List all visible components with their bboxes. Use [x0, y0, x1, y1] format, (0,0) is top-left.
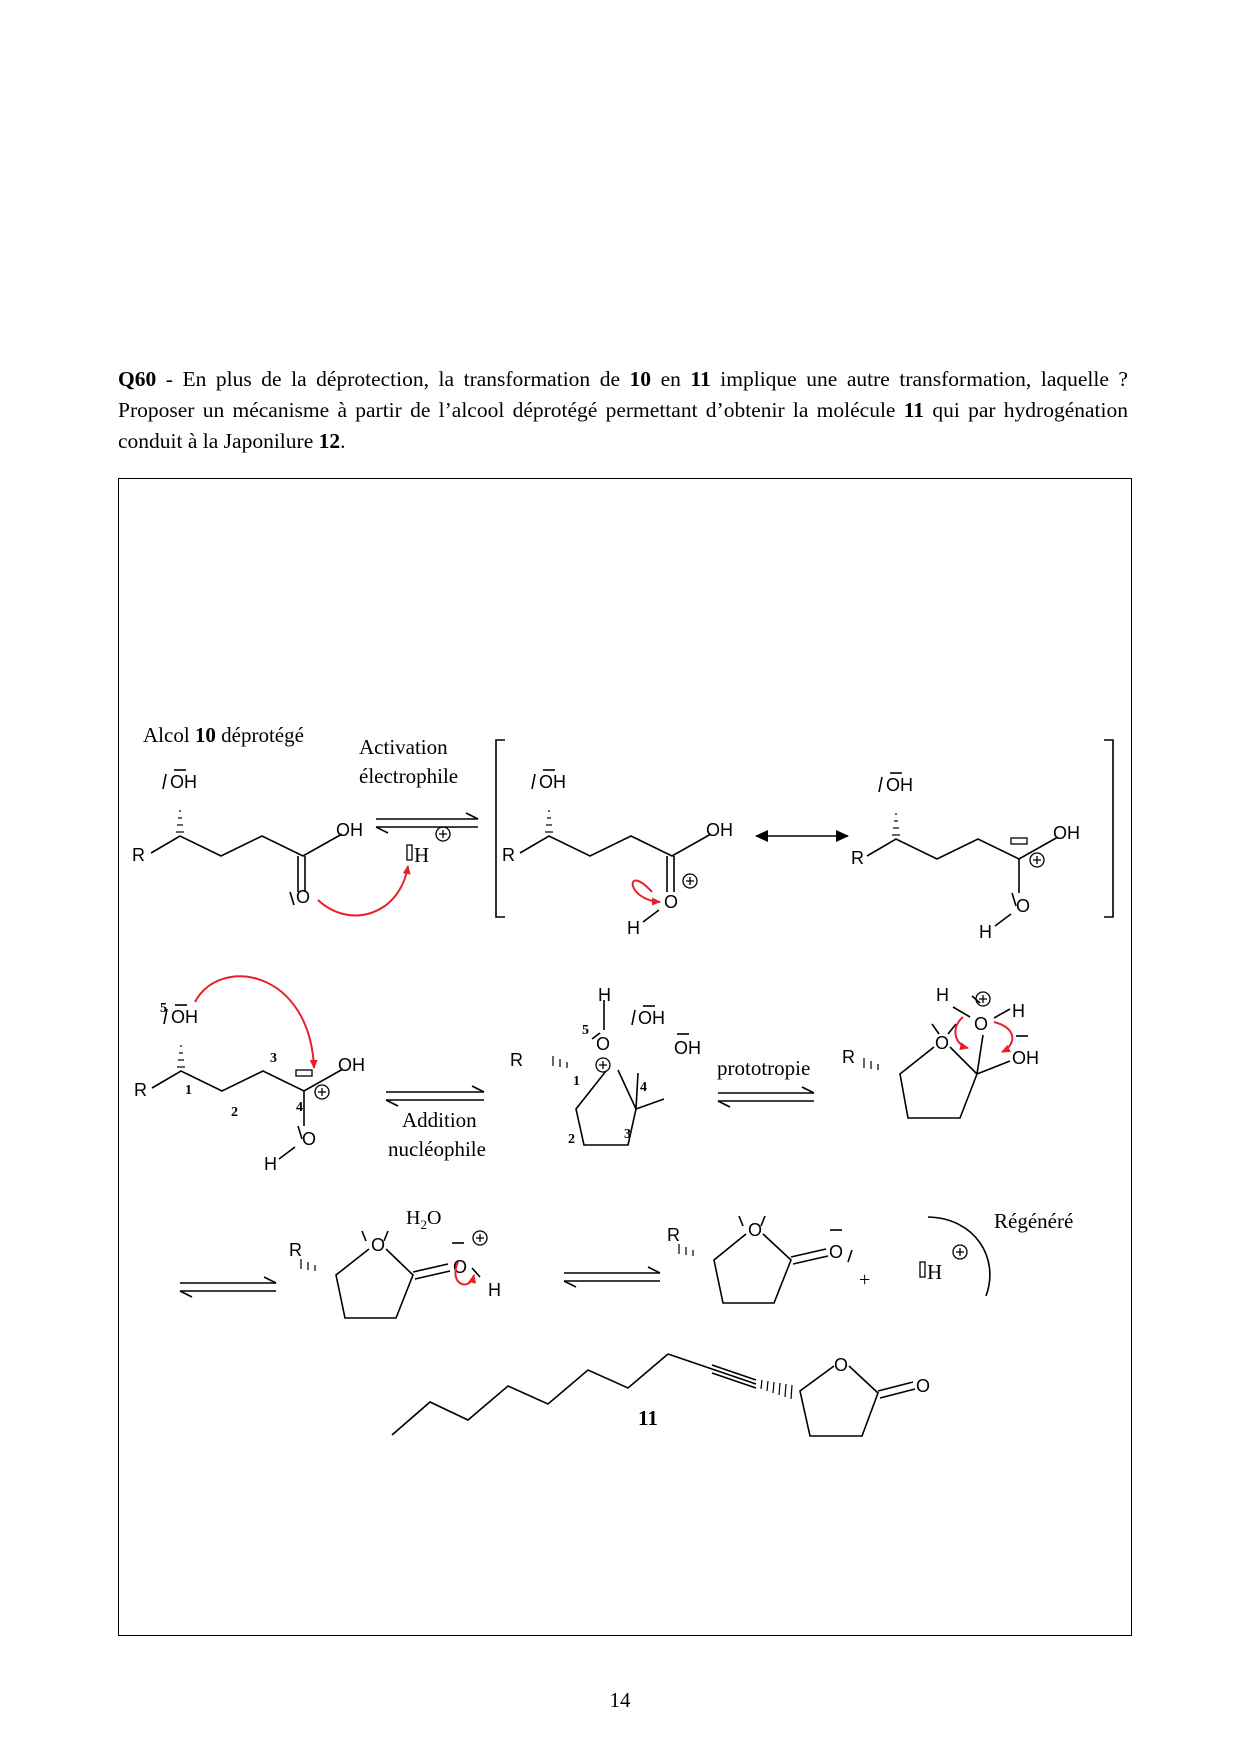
atom-number: 5: [582, 1023, 589, 1038]
atom-label-h: H: [927, 1260, 943, 1284]
atom-label-h: H: [979, 922, 992, 942]
plus-sign: +: [859, 1269, 871, 1291]
compound-ref-11: 11: [690, 367, 711, 391]
compound-ref-12: 12: [318, 429, 341, 453]
regenerated-label: Régénéré: [994, 1209, 1074, 1233]
resonance-bracket-right: [1104, 740, 1113, 917]
atom-label-oh: OH: [1053, 823, 1080, 843]
atom-label-oh: OH: [336, 820, 363, 840]
atom-label-o: O: [296, 887, 311, 907]
atom-number: 2: [231, 1105, 238, 1120]
atom-label-r: R: [134, 1080, 147, 1100]
water-label: $H_2O$: [406, 1207, 442, 1232]
atom-label-o: O: [834, 1355, 849, 1375]
atom-label-o: O: [453, 1257, 468, 1277]
resonance-bracket-left: [496, 740, 505, 917]
atom-label-o: O: [302, 1129, 317, 1149]
atom-number: 2: [568, 1132, 575, 1147]
equilibrium-arrow: [386, 1086, 484, 1106]
electron-arrow: [195, 976, 314, 1068]
atom-label-r: R: [289, 1240, 302, 1260]
atom-label-o: O: [829, 1242, 844, 1262]
step-label-addition: Addition: [402, 1108, 477, 1132]
question-part: - En plus de la déprotection, la transformation de: [156, 367, 630, 391]
atom-number: 3: [270, 1051, 277, 1066]
atom-label-o: O: [935, 1033, 950, 1053]
atom-label-o: O: [371, 1235, 386, 1255]
atom-label-o: O: [1016, 896, 1031, 916]
atom-number: 5: [160, 1001, 167, 1016]
electron-arrow: [994, 1022, 1012, 1052]
atom-label-h: H: [1012, 1001, 1025, 1021]
atom-label-o: O: [748, 1220, 763, 1240]
atom-number: 3: [624, 1127, 631, 1142]
atom-number: 1: [573, 1074, 580, 1089]
start-label: Alcol 10 déprotégé: [143, 723, 304, 747]
atom-label-h: H: [264, 1154, 277, 1174]
step-label-prototropie: prototropie: [717, 1056, 811, 1080]
step-label-nucleophile: nucléophile: [388, 1137, 486, 1161]
atom-label-r: R: [842, 1047, 855, 1067]
atom-label-o: O: [974, 1014, 989, 1034]
atom-number: 4: [640, 1080, 647, 1095]
atom-label-oh: OH: [886, 775, 913, 795]
atom-label-oh: OH: [539, 772, 566, 792]
atom-number: 1: [185, 1083, 192, 1098]
step-label-activation: Activation: [359, 735, 448, 759]
atom-label-o: O: [916, 1376, 931, 1396]
atom-label-h: H: [598, 985, 611, 1005]
atom-label-oh: OH: [171, 1007, 198, 1027]
electron-arrow: [318, 866, 408, 915]
question-id: Q60: [118, 367, 157, 391]
electron-arrow: [633, 881, 660, 902]
equilibrium-arrow: [180, 1277, 276, 1297]
compound-ref-10: 10: [629, 367, 652, 391]
atom-number: 4: [296, 1100, 303, 1115]
atom-label-o: O: [664, 892, 679, 912]
atom-label-r: R: [502, 845, 515, 865]
question-part: .: [340, 429, 346, 453]
protonated-hemiacetal-ring: [864, 996, 1028, 1118]
atom-label-r: R: [667, 1225, 680, 1245]
atom-label-oh: OH: [338, 1055, 365, 1075]
lone-pair-box: [920, 1262, 925, 1277]
step-label-electrophile: électrophile: [359, 764, 459, 788]
atom-label-r: R: [132, 845, 145, 865]
lactone-ring: [679, 1216, 852, 1303]
oxonium-ring: [553, 1000, 689, 1145]
atom-label-oh: OH: [638, 1008, 665, 1028]
regeneration-arc: [928, 1217, 990, 1296]
atom-label-o: O: [596, 1034, 611, 1054]
lone-pair-box: [407, 845, 412, 860]
question-part: en: [651, 367, 691, 391]
product-number: 11: [638, 1406, 658, 1430]
electron-arrow: [955, 1017, 968, 1048]
atom-label-oh: OH: [674, 1038, 701, 1058]
question-part: qui par hydrogénation conduit à la Japonilure: [118, 398, 1128, 453]
atom-label-r: R: [851, 848, 864, 868]
atom-label-h: H: [936, 985, 949, 1005]
equilibrium-arrow: [564, 1267, 660, 1287]
atom-label-h: H: [627, 918, 640, 938]
equilibrium-arrow: [376, 813, 478, 833]
activated-acid-form-a: [520, 770, 711, 922]
atom-label-oh: OH: [170, 772, 197, 792]
atom-label-h: H: [414, 843, 430, 867]
atom-label-oh: OH: [1012, 1048, 1039, 1068]
compound-ref-11: 11: [903, 398, 925, 422]
question-part: implique une autre transformation, laquelle ? Proposer un mécanisme à partir de l’alcool déprotégé permettant d’obtenir la molécule: [118, 367, 1128, 422]
atom-label-r: R: [510, 1050, 523, 1070]
atom-label-h: H: [488, 1280, 501, 1300]
atom-label-oh: OH: [706, 820, 733, 840]
equilibrium-arrow: [718, 1087, 814, 1107]
page-number: 14: [609, 1688, 631, 1712]
